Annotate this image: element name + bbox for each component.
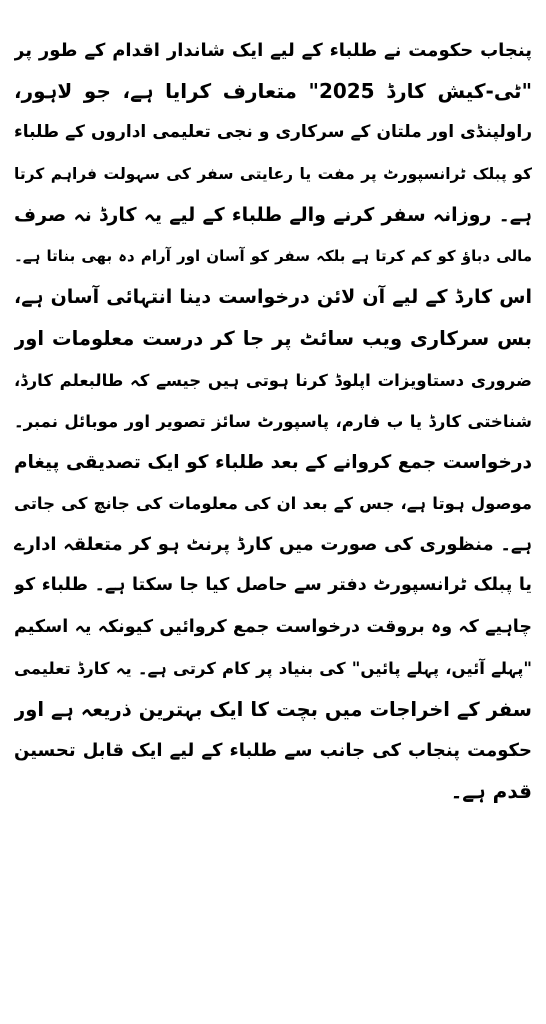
text-line: راولپنڈی اور ملتان کے سرکاری و نجی تعلیمی اداروں کے طلباء [14, 122, 532, 143]
text-line: ضروری دستاویزات اپلوڈ کرنا ہوتی ہیں جیسے کہ طالبعلم کارڈ، [14, 370, 532, 390]
text-line: "پہلے آئیں، پہلے پائیں" کی بنیاد پر کام کرتی ہے۔ یہ کارڈ تعلیمی [14, 658, 532, 678]
text-line: یا پبلک ٹرانسپورٹ دفتر سے حاصل کیا جا سکتا ہے۔ طلباء کو [14, 575, 532, 596]
text-line: درخواست جمع کروانے کے بعد طلباء کو ایک تصدیقی پیغام [14, 451, 532, 473]
text-line: ہے۔ روزانہ سفر کرنے والے طلباء کے لیے یہ کارڈ نہ صرف [14, 203, 532, 226]
text-line: کو پبلک ٹرانسپورٹ پر مفت یا رعایتی سفر کی سہولت فراہم کرتا [14, 164, 532, 183]
text-line: اس کارڈ کے لیے آن لائن درخواست دینا انتہائی آسان ہے، [14, 286, 532, 309]
text-line: حکومت پنجاب کی جانب سے طلباء کے لیے ایک قابل تحسین [14, 740, 532, 762]
article-body [14, 30, 532, 813]
text-line: ہے۔ منظوری کی صورت میں کارڈ پرنٹ ہو کر متعلقہ ادارے [14, 534, 532, 556]
text-line: بس سرکاری ویب سائٹ پر جا کر درست معلومات اور [14, 327, 532, 351]
text-line: چاہیے کہ وہ بروقت درخواست جمع کروائیں کیونکہ یہ اسکیم [14, 616, 532, 637]
text-line: "ٹی-کیش کارڈ 2025" متعارف کرایا ہے، جو لاہور، [14, 79, 532, 104]
text-line: سفر کے اخراجات میں بچت کا ایک بہترین ذریعہ ہے اور [14, 698, 532, 721]
text-line: شناختی کارڈ یا ب فارم، پاسپورٹ سائز تصویر اور موبائل نمبر۔ [14, 411, 532, 431]
text-line: مالی دباؤ کو کم کرتا ہے بلکہ سفر کو آسان اور آرام دہ بھی بناتا ہے۔ [14, 246, 532, 265]
text-line: قدم ہے۔ [450, 779, 532, 804]
text-line: موصول ہوتا ہے، جس کے بعد ان کی معلومات کی جانچ کی جاتی [14, 494, 532, 514]
text-line: پنجاب حکومت نے طلباء کے لیے ایک شاندار اقدام کے طور پر [14, 40, 532, 61]
